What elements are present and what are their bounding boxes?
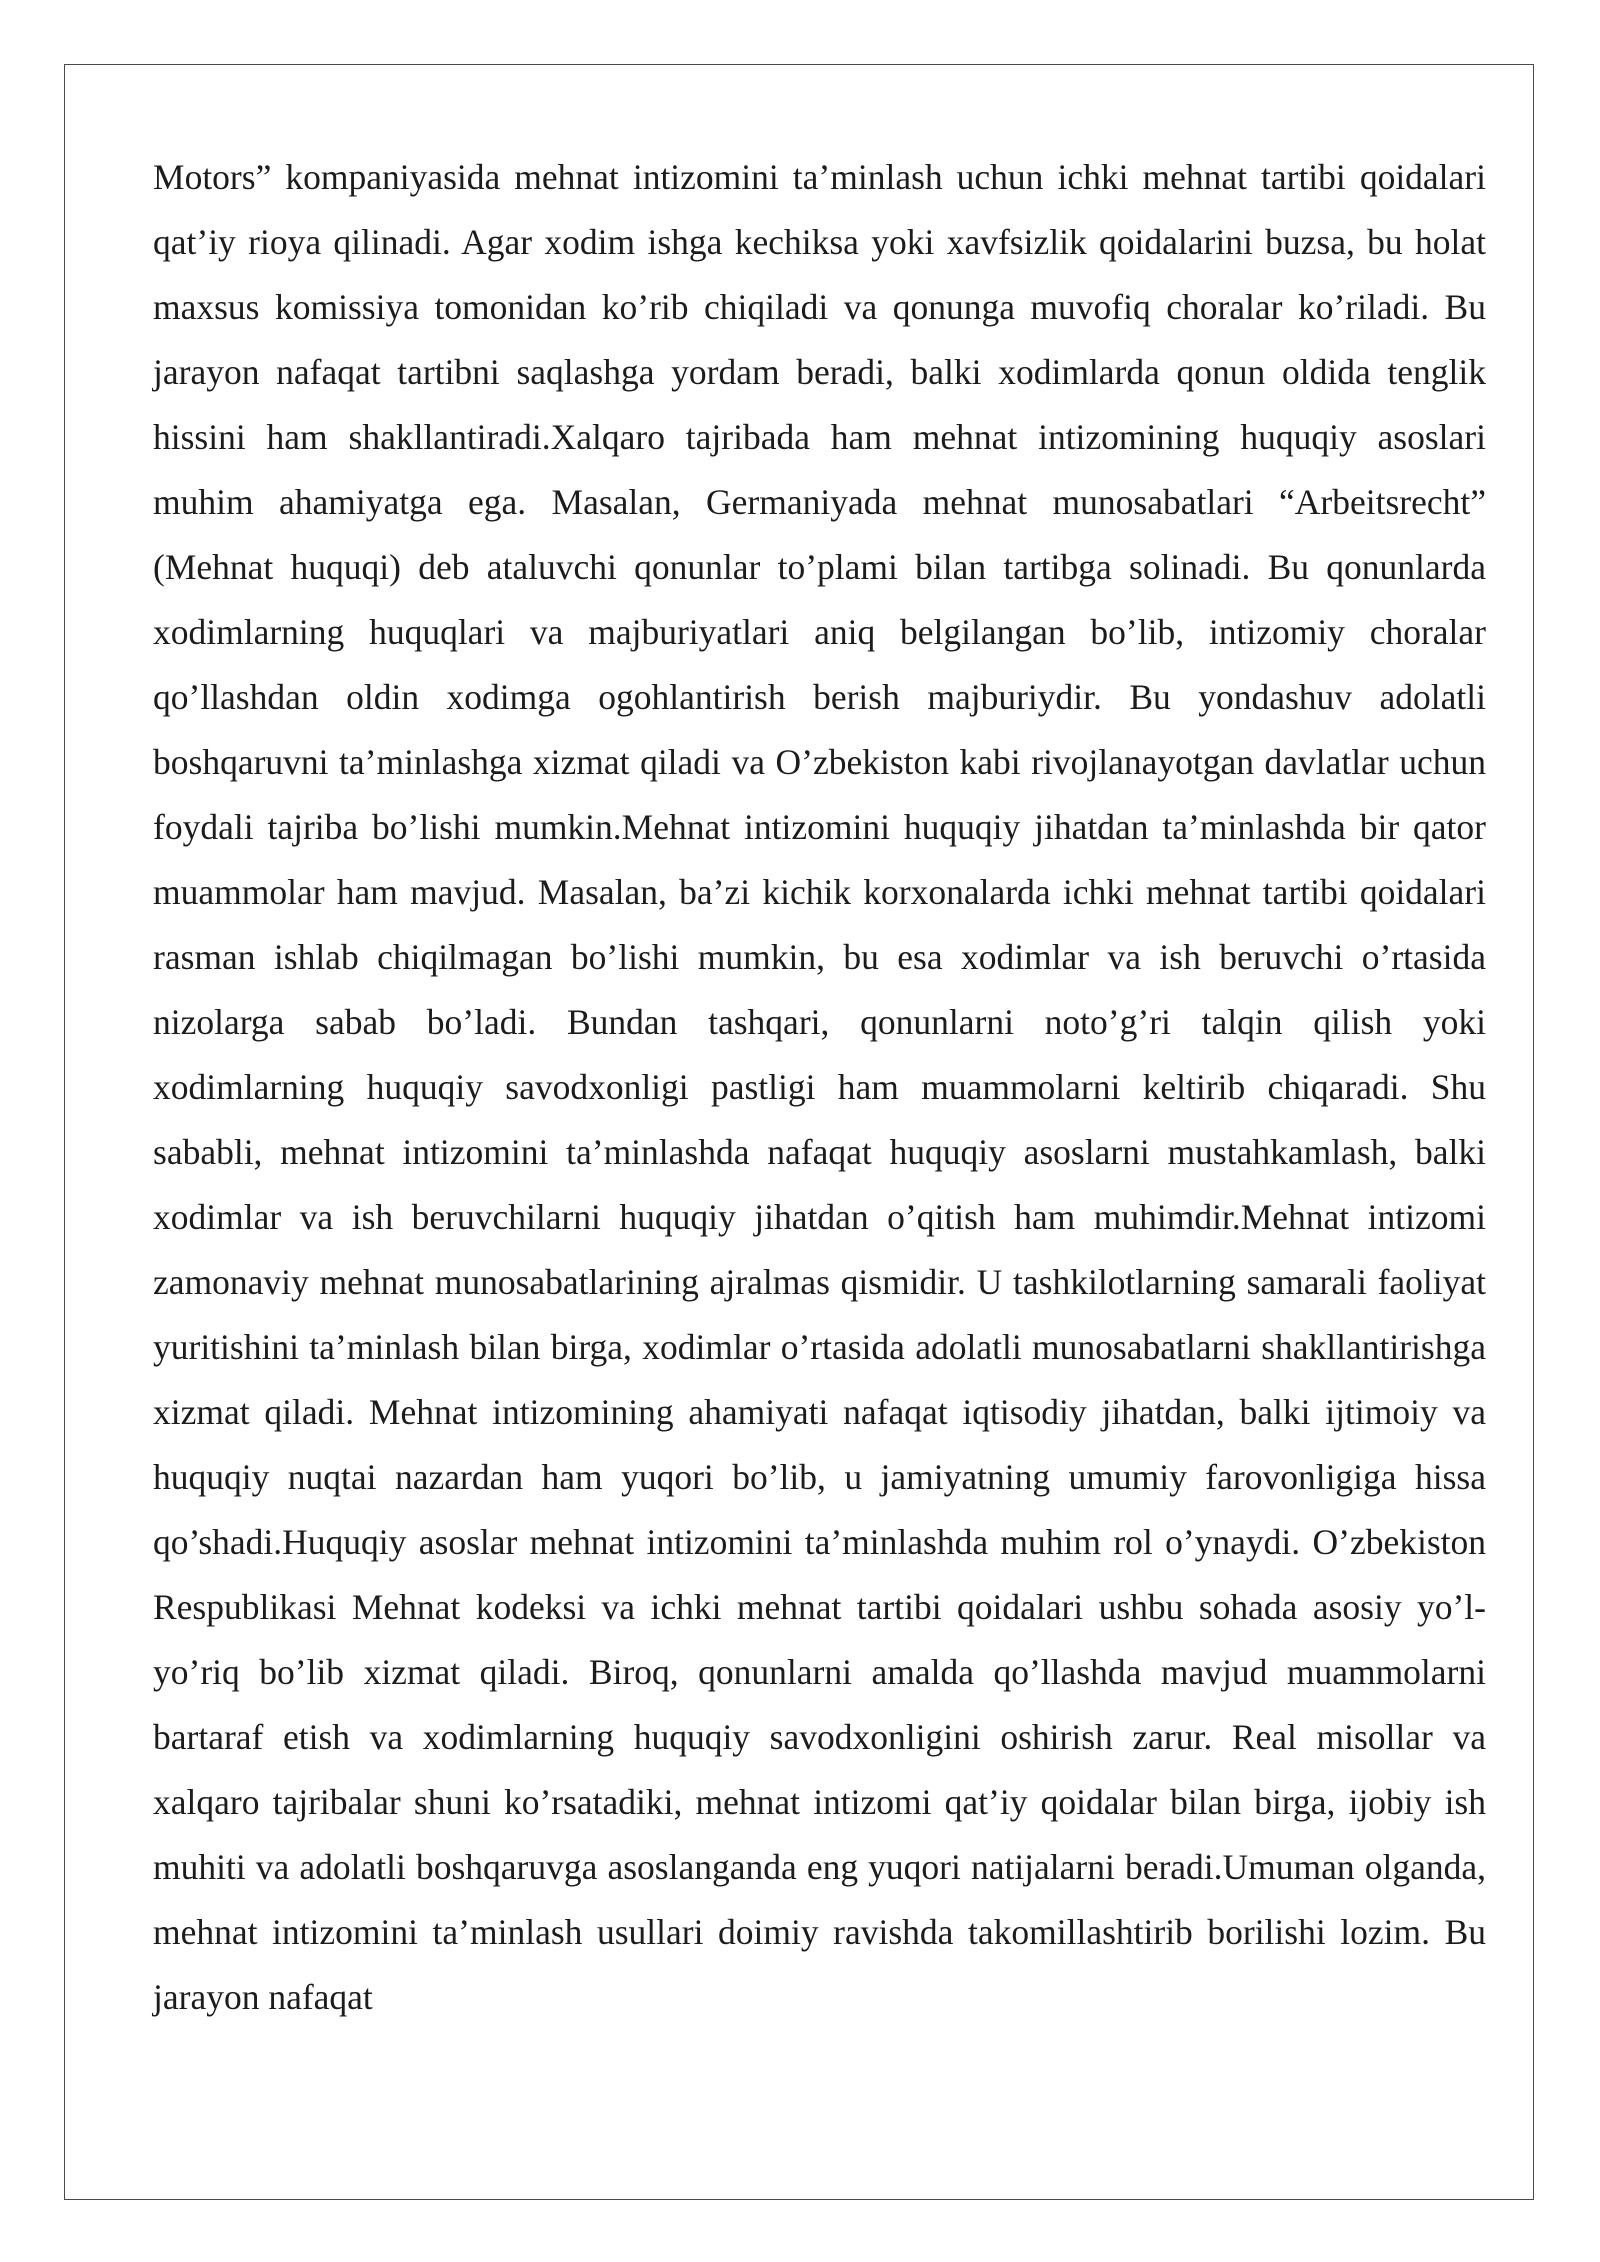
document-body-paragraph: Motors” kompaniyasida mehnat intizomini ta’minlash uchun ichki mehnat tartibi qoidalari qat’iy rioya qilinadi. Agar xodim ishga kechiksa yoki xavfsizlik qoidalarini buzsa, bu holat maxsus komissiya tomonidan ko’rib chiqiladi va qonunga muvofiq choralar ko’riladi. Bu jarayon nafaqat tartibni saqlashga yordam beradi, balki xodimlarda qonun oldida tenglik hissini ham shakllantiradi.Xalqaro tajribada ham mehnat intizomining huquqiy asoslari muhim ahamiyatga ega. Masalan, Germaniyada mehnat munosabatlari “Arbeitsrecht” (Mehnat huquqi) deb ataluvchi qonunlar to’plami bilan tartibga solinadi. Bu qonunlarda xodimlarning huquqlari va majburiyatlari aniq belgilangan bo’lib, intizomiy choralar qo’llashdan oldin xodimga ogohlantirish berish majburiydir. Bu yondashuv adolatli boshqaruvni ta’minlashga xizmat qiladi va O’zbekiston kabi rivojlanayotgan davlatlar uchun foydali tajriba bo’lishi mumkin.Mehnat intizomini huquqiy jihatdan ta’minlashda bir qator muammolar ham mavjud. Masalan, ba’zi kichik korxonalarda ichki mehnat tartibi qoidalari rasman ishlab chiqilmagan bo’lishi mumkin, bu esa xodimlar va ish beruvchi o’rtasida nizolarga sabab bo’ladi. Bundan tashqari, qonunlarni noto’g’ri talqin qilish yoki xodimlarning huquqiy savodxonligi pastligi ham muammolarni keltirib chiqaradi. Shu sababli, mehnat intizomini ta’minlashda nafaqat huquqiy asoslarni mustahkamlash, balki xodimlar va ish beruvchilarni huquqiy jihatdan o’qitish ham muhimdir.Mehnat intizomi zamonaviy mehnat munosabatlarining ajralmas qismidir. U tashkilotlarning samarali faoliyat yuritishini ta’minlash bilan birga, xodimlar o’rtasida adolatli munosabatlarni shakllantirishga xizmat qiladi. Mehnat intizomining ahamiyati nafaqat iqtisodiy jihatdan, balki ijtimoiy va huquqiy nuqtai nazardan ham yuqori bo’lib, u jamiyatning umumiy farovonligiga hissa qo’shadi.Huquqiy asoslar mehnat intizomini ta’minlashda muhim rol o’ynaydi. O’zbekiston Respublikasi Mehnat kodeksi va ichki mehnat tartibi qoidalari ushbu sohada asosiy yo’l-yo’riq bo’lib xizmat qiladi. Biroq, qonunlarni amalda qo’llashda mavjud muammolarni bartaraf etish va xodimlarning huquqiy savodxonligini oshirish zarur. Real misollar va xalqaro tajribalar shuni ko’rsatadiki, mehnat intizomi qat’iy qoidalar bilan birga, ijobiy ish muhiti va adolatli boshqaruvga asoslanganda eng yuqori natijalarni beradi.Umuman olganda, mehnat intizomini ta’minlash usullari doimiy ravishda takomillashtirib borilishi lozim. Bu jarayon nafaqat bbox=[153, 157, 1486, 2017]
